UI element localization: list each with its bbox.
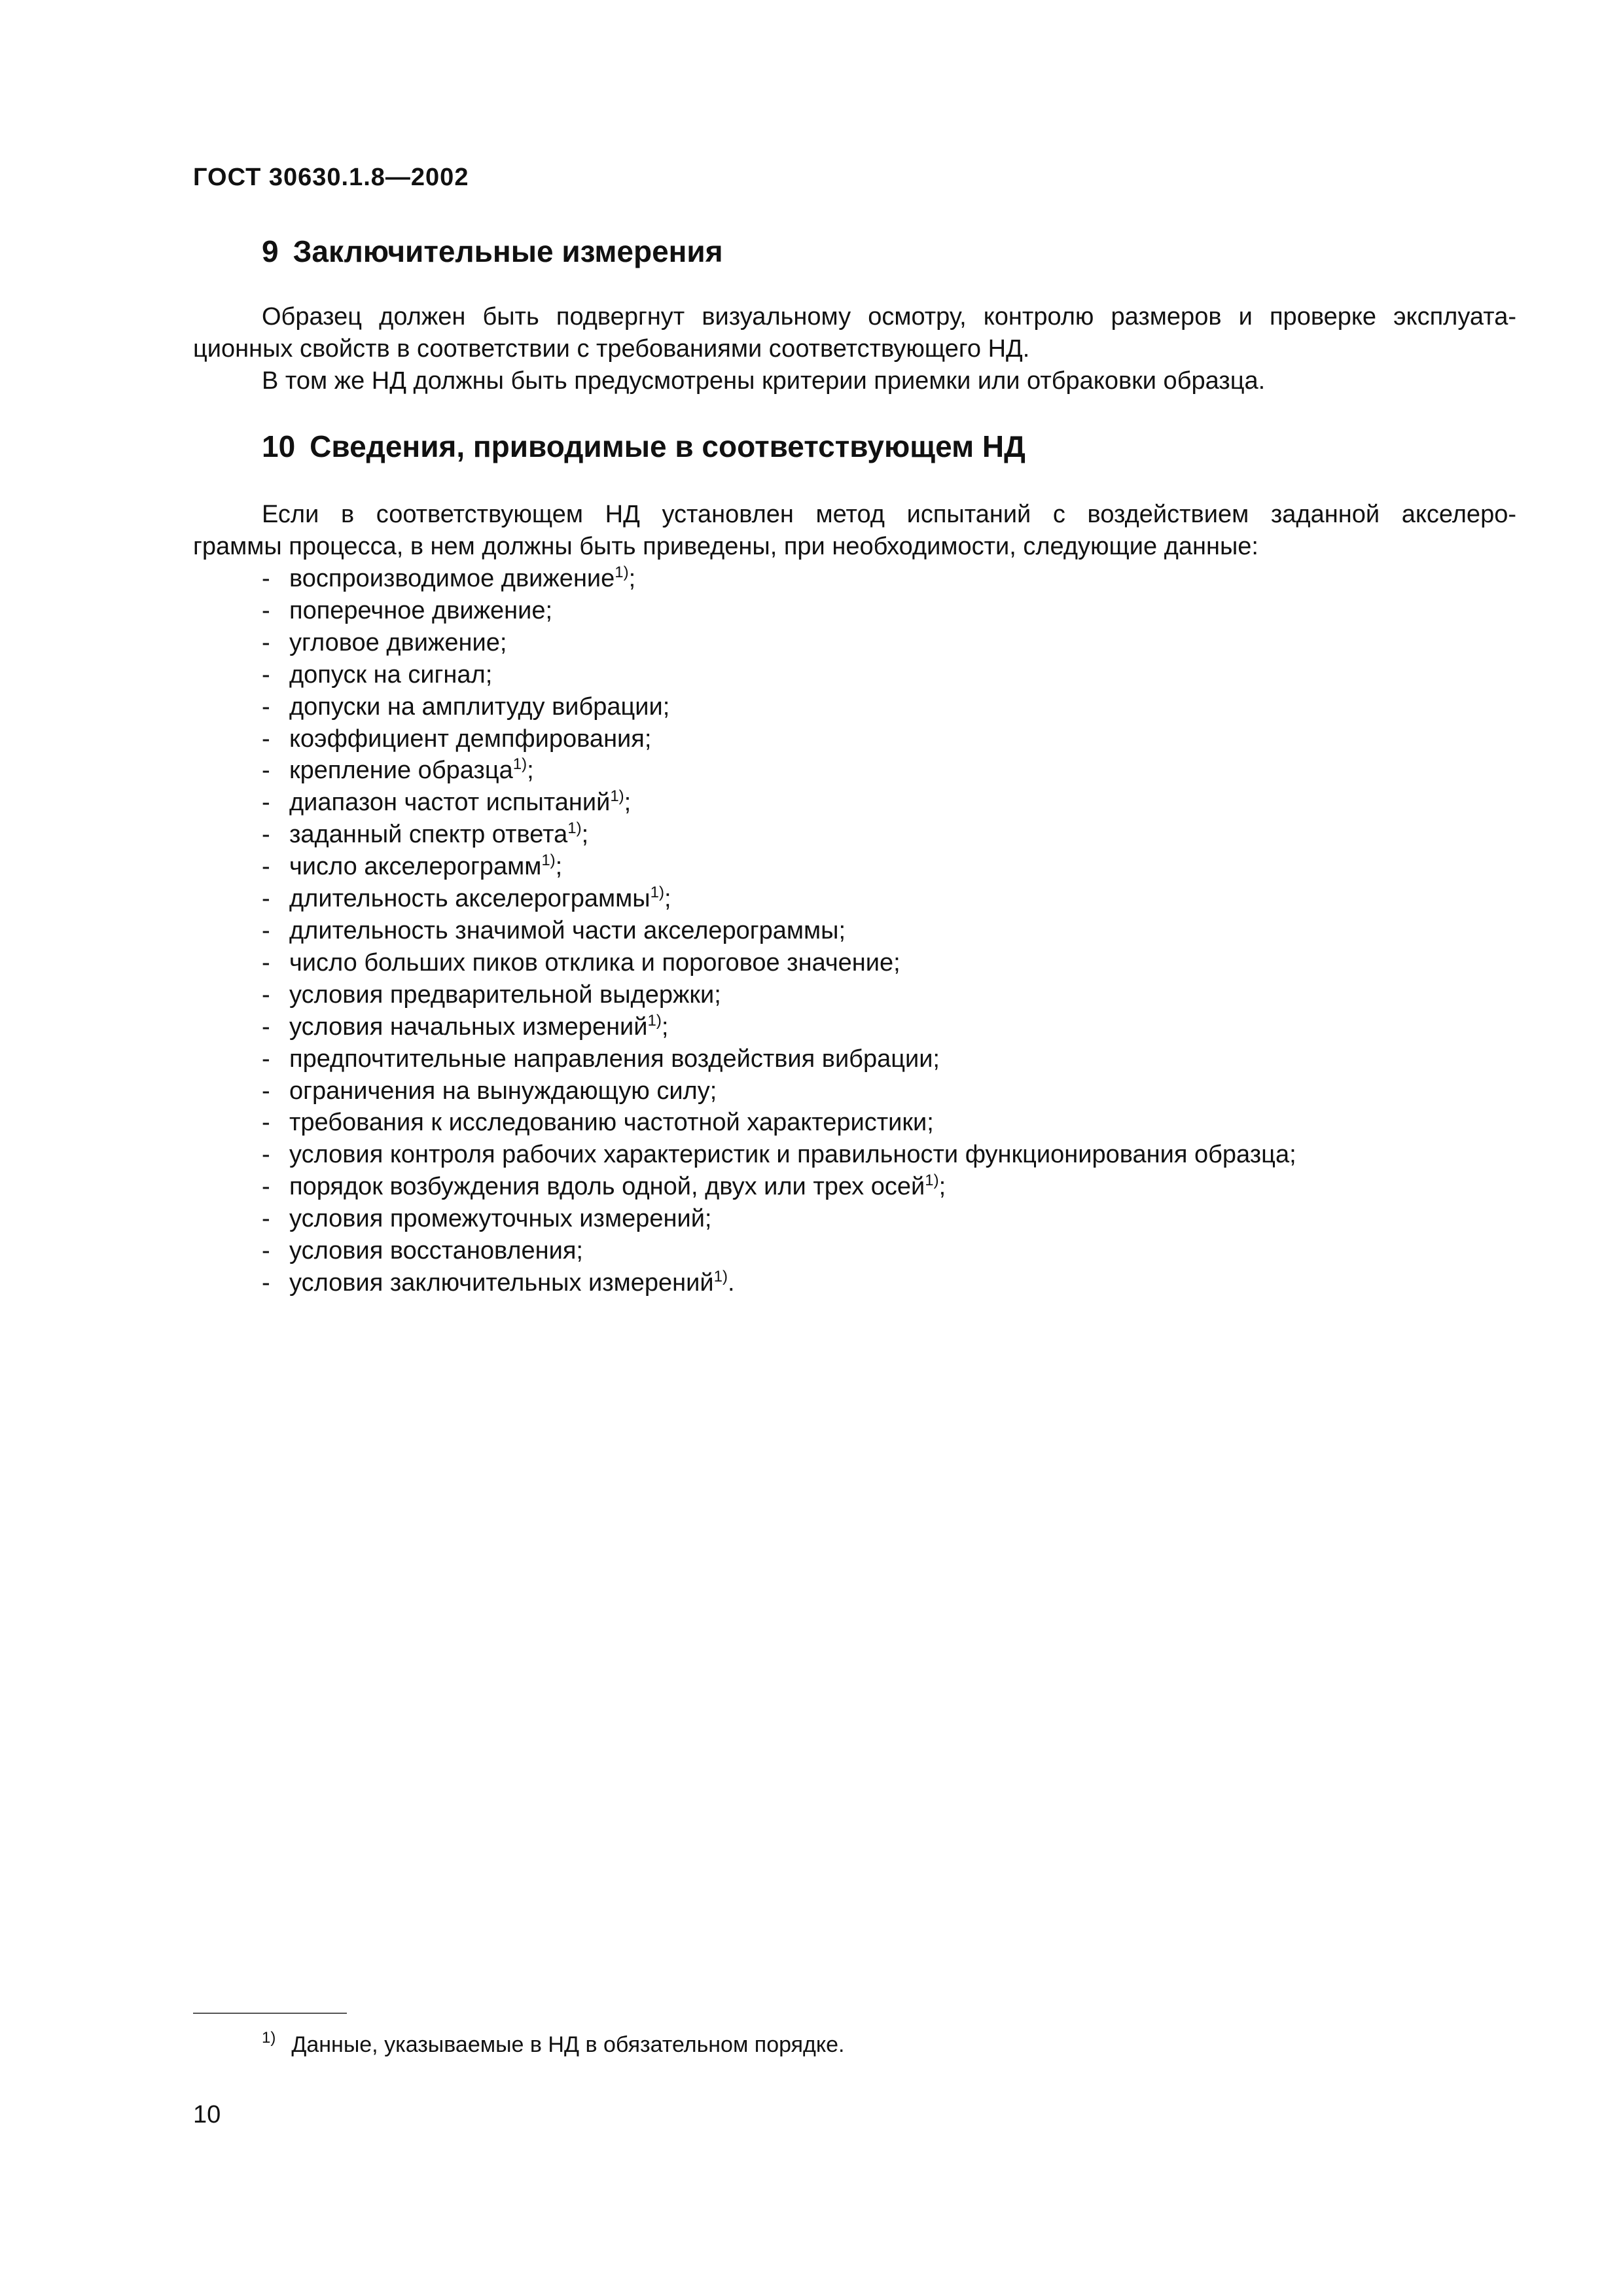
- list-dash: -: [262, 660, 270, 689]
- footnote-reference: 1): [541, 852, 556, 870]
- list-item-text: допуск на сигнал;: [289, 660, 493, 689]
- footnote-reference: 1): [615, 564, 629, 581]
- list-item-punctuation: .: [727, 1268, 735, 1297]
- list-item-punctuation: ;: [661, 1013, 669, 1041]
- list-item: [262, 1171, 1296, 1203]
- list-item: [262, 819, 1296, 851]
- list-item: [262, 659, 1296, 691]
- list-item: [262, 755, 1296, 787]
- list-item: [262, 1075, 1296, 1107]
- list-dash: -: [262, 1141, 270, 1169]
- list-item-text: условия контроля рабочих характеристик и правильности функционирования образца;: [289, 1141, 1296, 1169]
- list-item: [262, 627, 1296, 659]
- list-item-text: заданный спектр ответа: [289, 821, 568, 849]
- list-dash: -: [262, 789, 270, 817]
- footnote: [262, 2029, 845, 2058]
- section-10-number: 10: [262, 429, 296, 463]
- list-dash: -: [262, 821, 270, 849]
- list-item-text: длительность акселерограммы: [289, 885, 651, 913]
- list-item-punctuation: ;: [664, 885, 671, 913]
- footnote-separator: [193, 2013, 347, 2014]
- section-9-number: 9: [262, 234, 279, 268]
- list-item-text: число акселерограмм: [289, 853, 542, 881]
- list-dash: -: [262, 1045, 270, 1073]
- list-dash: -: [262, 1013, 270, 1041]
- list-item-punctuation: ;: [938, 1173, 946, 1201]
- footnote-reference: 1): [610, 787, 624, 806]
- section-10-intro-line-1: Если в соответствующем НД установлен метод испытаний с воздействием заданной акселеро-: [262, 501, 1516, 528]
- footnote-reference: 1): [647, 1011, 662, 1030]
- list-item-text: число больших пиков отклика и пороговое значение;: [289, 948, 901, 977]
- list-item: [262, 1011, 1296, 1043]
- section-10-intro: [193, 499, 1516, 563]
- list-item-text: порядок возбуждения вдоль одной, двух или трех осей: [289, 1173, 925, 1201]
- list-item-text: угловое движение;: [289, 628, 507, 656]
- list-item: [262, 947, 1296, 979]
- section-9-paragraph-2: В том же НД должны быть предусмотрены критерии приемки или отбраковки образца.: [262, 367, 1266, 395]
- list-item-text: допуски на амплитуду вибрации;: [289, 692, 670, 721]
- list-item: [262, 1107, 1296, 1139]
- section-10-intro-line-2: граммы процесса, в нем должны быть приведены, при необходимости, следующие данные:: [193, 533, 1258, 560]
- list-item-punctuation: ;: [555, 853, 563, 881]
- list-item-punctuation: ;: [624, 789, 632, 817]
- list-dash: -: [262, 628, 270, 656]
- footnote-reference: 1): [713, 1267, 728, 1285]
- list-dash: -: [262, 948, 270, 977]
- section-9-title: Заключительные измерения: [293, 234, 723, 268]
- list-item-text: требования к исследованию частотной характеристики;: [289, 1109, 934, 1137]
- footnote-reference: 1): [567, 819, 582, 838]
- list-item-text: условия восстановления;: [289, 1237, 583, 1265]
- list-item-text: поперечное движение;: [289, 596, 553, 624]
- list-item-text: предпочтительные направления воздействия вибрации;: [289, 1045, 940, 1073]
- list-item: [262, 1267, 1296, 1299]
- list-item-text: воспроизводимое движение: [289, 565, 615, 592]
- list-dash: -: [262, 853, 270, 881]
- list-dash: -: [262, 1173, 270, 1201]
- footnote-text: Данные, указываемые в НД в обязательном порядке.: [291, 2032, 845, 2057]
- list-item: [262, 787, 1296, 819]
- list-item-text: условия предварительной выдержки;: [289, 980, 721, 1009]
- list-item: [262, 1139, 1296, 1171]
- footnote-reference: 1): [512, 755, 527, 774]
- list-dash: -: [262, 980, 270, 1009]
- list-item: [262, 883, 1296, 915]
- section-9-paragraph-1: [193, 301, 1516, 365]
- list-dash: -: [262, 565, 270, 592]
- list-item-text: крепление образца: [289, 757, 513, 785]
- list-dash: -: [262, 692, 270, 721]
- list-item: [262, 851, 1296, 883]
- list-item: [262, 563, 1296, 595]
- list-dash: -: [262, 1109, 270, 1137]
- list-item: [262, 1203, 1296, 1235]
- list-item-text: диапазон частот испытаний: [289, 789, 611, 817]
- list-item-text: условия начальных измерений: [289, 1013, 648, 1041]
- requirements-list: [262, 563, 1296, 1299]
- list-item: [262, 691, 1296, 723]
- list-item-text: условия заключительных измерений: [289, 1268, 714, 1297]
- list-dash: -: [262, 1237, 270, 1265]
- list-item: [262, 723, 1296, 755]
- list-dash: -: [262, 596, 270, 624]
- footnote-reference: 1): [650, 884, 664, 902]
- list-item-punctuation: ;: [581, 821, 589, 849]
- list-dash: -: [262, 916, 270, 944]
- list-item-text: условия промежуточных измерений;: [289, 1205, 712, 1233]
- list-item-punctuation: ;: [527, 757, 534, 785]
- footnote-reference: 1): [925, 1172, 939, 1190]
- list-item: [262, 979, 1296, 1011]
- list-dash: -: [262, 1205, 270, 1233]
- list-item-text: коэффициент демпфирования;: [289, 725, 652, 753]
- footnote-mark: 1): [262, 2029, 276, 2047]
- section-9-paragraph-1-line-1: Образец должен быть подвергнут визуальному осмотру, контролю размеров и проверке эксплуата-: [262, 303, 1516, 331]
- list-dash: -: [262, 885, 270, 913]
- list-dash: -: [262, 1268, 270, 1297]
- document-code: ГОСТ 30630.1.8—2002: [193, 164, 469, 191]
- section-10-title: Сведения, приводимые в соответствующем НД: [310, 429, 1026, 463]
- list-item: [262, 915, 1296, 947]
- list-item: [262, 1043, 1296, 1075]
- page-number: 10: [193, 2101, 221, 2128]
- list-item-punctuation: ;: [628, 565, 636, 592]
- list-item-text: длительность значимой части акселерограммы;: [289, 916, 846, 944]
- list-item: [262, 595, 1296, 627]
- list-item-text: ограничения на вынуждающую силу;: [289, 1077, 717, 1105]
- list-dash: -: [262, 1077, 270, 1105]
- section-10-heading: [262, 429, 1026, 464]
- list-dash: -: [262, 757, 270, 785]
- list-item: [262, 1235, 1296, 1267]
- section-9-paragraph-1-line-2: ционных свойств в соответствии с требованиями соответствующего НД.: [193, 335, 1030, 363]
- section-9-heading: [262, 234, 723, 269]
- list-dash: -: [262, 725, 270, 753]
